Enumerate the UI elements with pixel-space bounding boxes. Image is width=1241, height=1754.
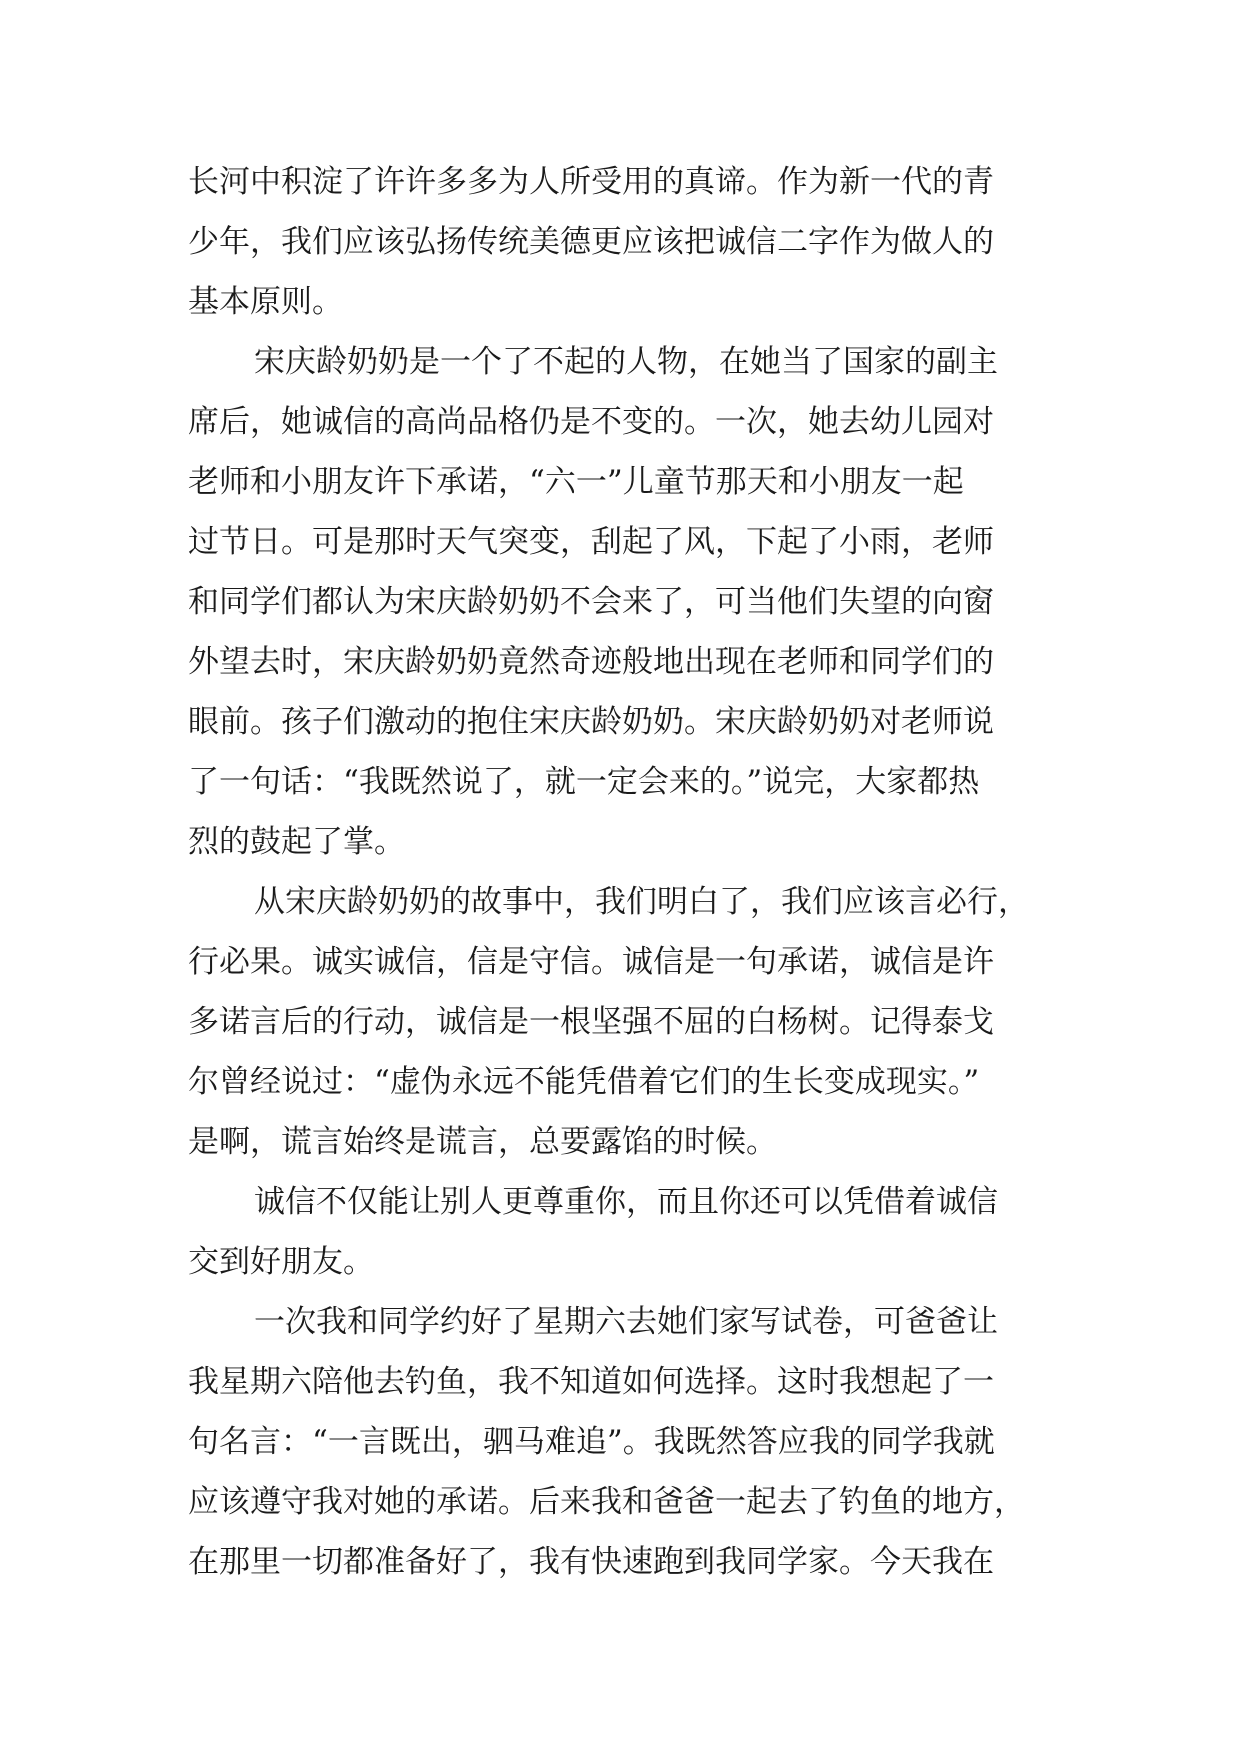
text-line: 烈的鼓起了掌。	[188, 824, 405, 860]
text-line: 在那里一切都准备好了，我有快速跑到我同学家。今天我在	[188, 1544, 994, 1580]
text-line: 外望去时，宋庆龄奶奶竟然奇迹般地出现在老师和同学们的	[188, 644, 994, 680]
text-line: 从宋庆龄奶奶的故事中，我们明白了，我们应该言必行，	[254, 884, 1029, 920]
text-line: 了一句话：“我既然说了，就一定会来的。”说完，大家都热	[188, 764, 980, 800]
text-line: 席后，她诚信的高尚品格仍是不变的。一次，她去幼儿园对	[188, 404, 994, 440]
text-line: 眼前。孩子们激动的抱住宋庆龄奶奶。宋庆龄奶奶对老师说	[188, 704, 994, 740]
text-line: 老师和小朋友许下承诺，“六一”儿童节那天和小朋友一起	[188, 464, 964, 500]
text-line: 应该遵守我对她的承诺。后来我和爸爸一起去了钓鱼的地方，	[188, 1484, 1025, 1520]
text-line: 一次我和同学约好了星期六去她们家写试卷，可爸爸让	[254, 1304, 998, 1340]
text-line: 是啊，谎言始终是谎言，总要露馅的时候。	[188, 1124, 777, 1160]
text-line: 和同学们都认为宋庆龄奶奶不会来了，可当他们失望的向窗	[188, 584, 994, 620]
text-line: 诚信不仅能让别人更尊重你，而且你还可以凭借着诚信	[254, 1184, 998, 1220]
text-line: 基本原则。	[188, 284, 343, 320]
text-line: 尔曾经说过：“虚伪永远不能凭借着它们的生长变成现实。”	[188, 1064, 980, 1100]
text-line: 行必果。诚实诚信，信是守信。诚信是一句承诺，诚信是许	[188, 944, 994, 980]
text-line: 宋庆龄奶奶是一个了不起的人物，在她当了国家的副主	[254, 344, 998, 380]
text-line: 过节日。可是那时天气突变，刮起了风，下起了小雨，老师	[188, 524, 994, 560]
text-line: 长河中积淀了许许多多为人所受用的真谛。作为新一代的青	[188, 164, 994, 200]
body-text	[188, 152, 1068, 1592]
text-line: 交到好朋友。	[188, 1244, 374, 1280]
text-line: 多诺言后的行动，诚信是一根坚强不屈的白杨树。记得泰戈	[188, 1004, 994, 1040]
text-line: 句名言：“一言既出，驷马难追”。我既然答应我的同学我就	[188, 1424, 995, 1460]
text-line: 少年，我们应该弘扬传统美德更应该把诚信二字作为做人的	[188, 224, 994, 260]
text-line: 我星期六陪他去钓鱼，我不知道如何选择。这时我想起了一	[188, 1364, 994, 1400]
